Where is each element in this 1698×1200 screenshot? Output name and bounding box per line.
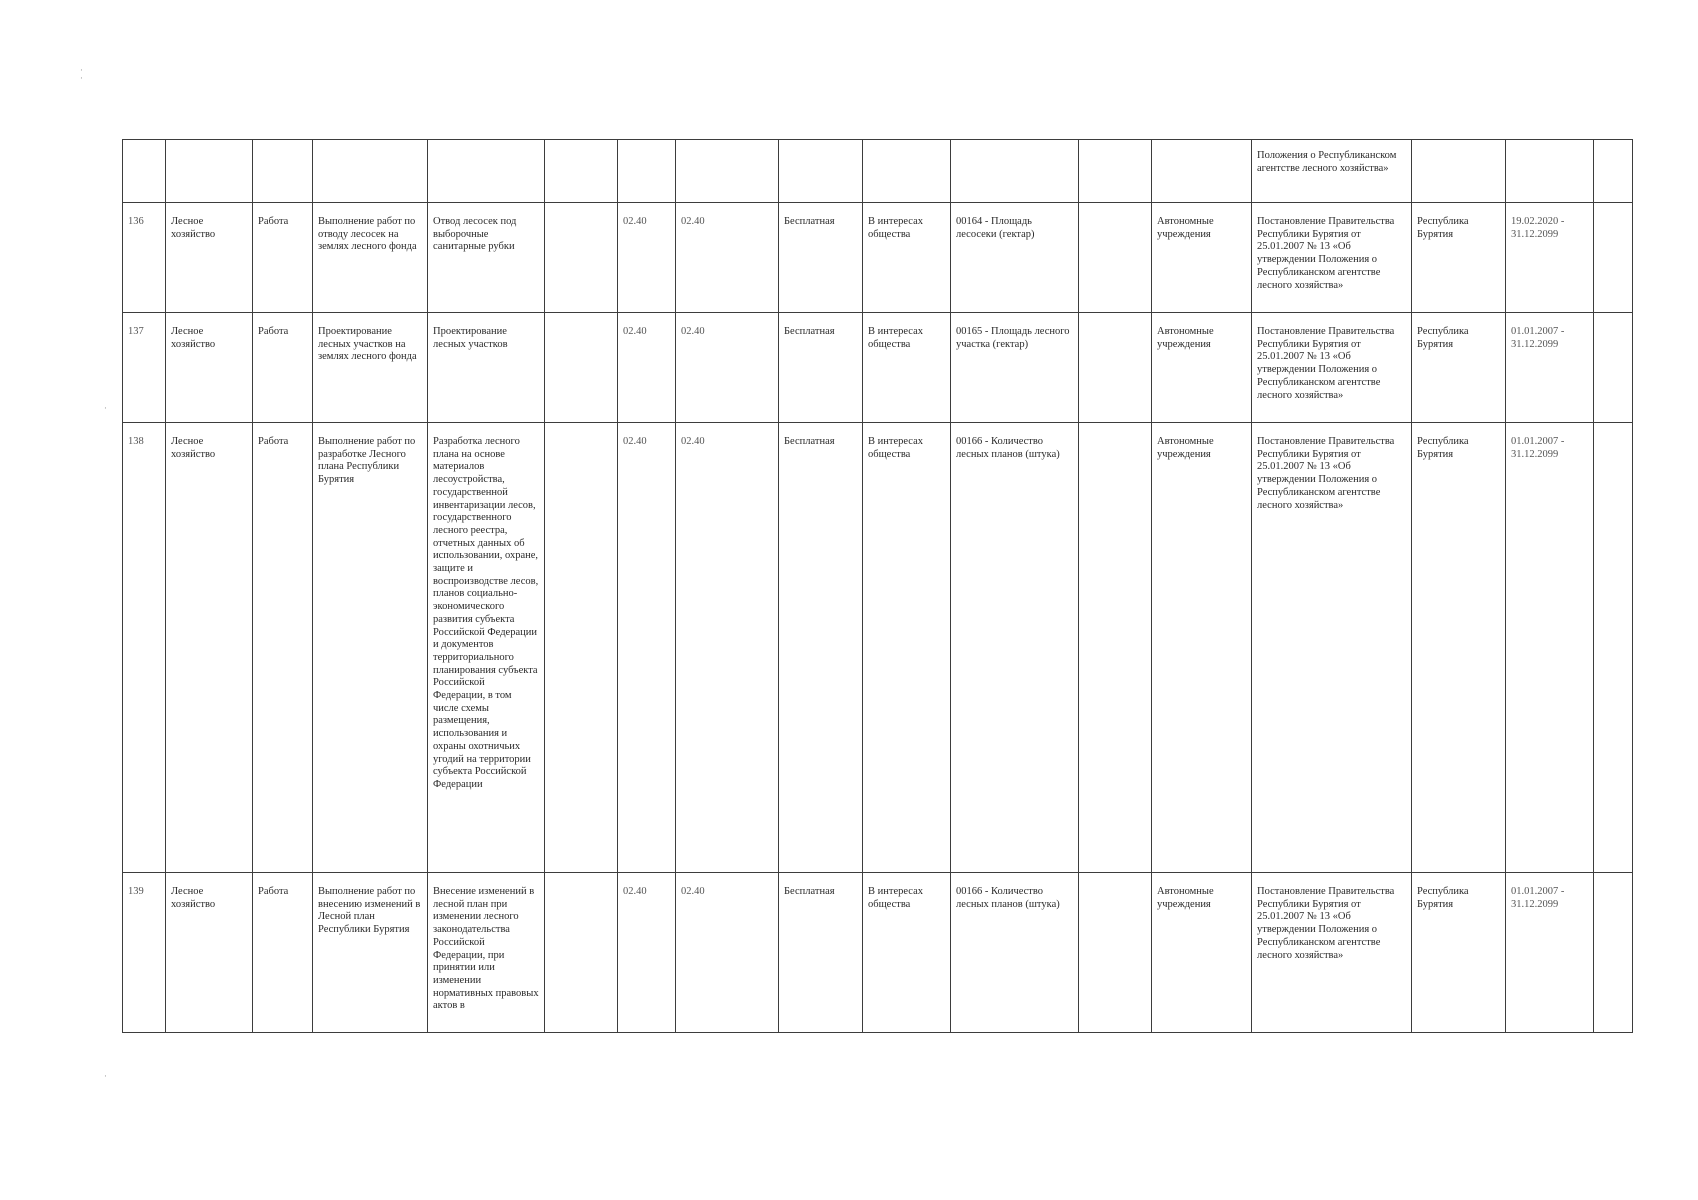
- cell-period: 19.02.2020 - 31.12.2099: [1506, 203, 1594, 313]
- cell-type: Работа: [253, 203, 313, 313]
- cell-name: Выполнение работ по внесению изменений в Лесной план Республики Бурятия: [313, 873, 428, 1033]
- cell-interest: В интересах общества: [863, 873, 951, 1033]
- cell-payment: Бесплатная: [779, 313, 863, 423]
- cell-blank1: [545, 140, 618, 203]
- cell-blank3: [1594, 313, 1633, 423]
- cell-name: [313, 140, 428, 203]
- cell-region: Республика Бурятия: [1412, 423, 1506, 873]
- cell-period: 01.01.2007 - 31.12.2099: [1506, 873, 1594, 1033]
- cell-code2: 02.40: [676, 313, 779, 423]
- cell-period: [1506, 140, 1594, 203]
- cell-type: [253, 140, 313, 203]
- cell-code1: 02.40: [618, 203, 676, 313]
- table-row: [123, 140, 1633, 203]
- table-row: [123, 203, 1633, 313]
- cell-indicator: 00166 - Количество лесных планов (штука): [951, 423, 1079, 873]
- cell-payment: Бесплатная: [779, 203, 863, 313]
- cell-name: Проектирование лесных участков на землях лесного фонда: [313, 313, 428, 423]
- cell-indicator: 00166 - Количество лесных планов (штука): [951, 873, 1079, 1033]
- cell-region: Республика Бурятия: [1412, 873, 1506, 1033]
- cell-type: Работа: [253, 313, 313, 423]
- cell-blank2: [1079, 203, 1152, 313]
- cell-code1: 02.40: [618, 313, 676, 423]
- cell-num: [123, 140, 166, 203]
- cell-region: Республика Бурятия: [1412, 313, 1506, 423]
- cell-blank2: [1079, 313, 1152, 423]
- cell-indicator: 00165 - Площадь лесного участка (гектар): [951, 313, 1079, 423]
- cell-num: 136: [123, 203, 166, 313]
- cell-type: Работа: [253, 423, 313, 873]
- cell-code2: [676, 140, 779, 203]
- cell-basis: Постановление Правительства Республики Бурятия от 25.01.2007 № 13 «Об утверждении Положения о Республиканском агентстве лесного хозяйства»: [1252, 203, 1412, 313]
- cell-region: Республика Бурятия: [1412, 203, 1506, 313]
- cell-name: Выполнение работ по разработке Лесного плана Республики Бурятия: [313, 423, 428, 873]
- cell-basis: Постановление Правительства Республики Бурятия от 25.01.2007 № 13 «Об утверждении Положения о Республиканском агентстве лесного хозяйства»: [1252, 313, 1412, 423]
- cell-period: 01.01.2007 - 31.12.2099: [1506, 313, 1594, 423]
- cell-type: Работа: [253, 873, 313, 1033]
- cell-num: 137: [123, 313, 166, 423]
- cell-blank1: [545, 313, 618, 423]
- cell-payment: Бесплатная: [779, 873, 863, 1033]
- cell-indicator: 00164 - Площадь лесосеки (гектар): [951, 203, 1079, 313]
- table-row: [123, 313, 1633, 423]
- cell-interest: В интересах общества: [863, 313, 951, 423]
- cell-interest: В интересах общества: [863, 423, 951, 873]
- cell-interest: В интересах общества: [863, 203, 951, 313]
- cell-sphere: Лесное хозяйство: [166, 313, 253, 423]
- cell-basis: Положения о Республиканском агентстве лесного хозяйства»: [1252, 140, 1412, 203]
- cell-institution: Автономные учреждения: [1152, 203, 1252, 313]
- cell-num: 139: [123, 873, 166, 1033]
- cell-institution: Автономные учреждения: [1152, 313, 1252, 423]
- cell-content: Внесение изменений в лесной план при изменении лесного законодательства Российской Федерации, при принятии или изменении нормативных правовых актов в: [428, 873, 545, 1033]
- cell-blank1: [545, 873, 618, 1033]
- cell-code2: 02.40: [676, 873, 779, 1033]
- cell-code2: 02.40: [676, 203, 779, 313]
- cell-blank1: [545, 203, 618, 313]
- cell-indicator: [951, 140, 1079, 203]
- cell-code1: [618, 140, 676, 203]
- cell-content: Разработка лесного плана на основе материалов лесоустройства, государственной инвентаризации лесов, государственного лесного реестра, отчетных данных об использовании, охране, защите и воспроизводстве лесов, планов социально-экономического развития субъекта Российской Федерации и документов территориального планирования субъекта Российской Федерации, в том числе схемы размещения, использования и охраны охотничьих угодий на территории субъекта Российской Федерации: [428, 423, 545, 873]
- cell-content: Отвод лесосек под выборочные санитарные рубки: [428, 203, 545, 313]
- cell-content: Проектирование лесных участков: [428, 313, 545, 423]
- cell-blank3: [1594, 140, 1633, 203]
- cell-institution: Автономные учреждения: [1152, 423, 1252, 873]
- cell-name: Выполнение работ по отводу лесосек на землях лесного фонда: [313, 203, 428, 313]
- cell-blank3: [1594, 873, 1633, 1033]
- cell-blank2: [1079, 873, 1152, 1033]
- cell-period: 01.01.2007 - 31.12.2099: [1506, 423, 1594, 873]
- cell-payment: Бесплатная: [779, 423, 863, 873]
- cell-num: 138: [123, 423, 166, 873]
- cell-blank3: [1594, 423, 1633, 873]
- cell-blank3: [1594, 203, 1633, 313]
- cell-sphere: Лесное хозяйство: [166, 203, 253, 313]
- cell-code2: 02.40: [676, 423, 779, 873]
- document-page: · · · · Положения о Республиканском агентстве лесного хозяйства» 136 Лесное хозяйство Работа Выполнение работ по отводу лесосек на землях лесного фонда Отвод лесосек под выборочные санитарные рубки 02.40 02.40 Бесплатная В интересах общества 00164 - Площадь лесосеки (гектар) Автономные учреждения Постановление Правительства Республики Бурятия от 25.01.2007 № 13 «Об утверждении Положения о Республиканском агентстве лесного хозяйства» Республика Бурятия 19.02.2020 - 31.12.2099 137 Лесное хозяйство Работа Проектирование лесных участков на землях лесного фонда Проектирование лесных участков 02.40 02.40 Бесплатная В интересах общества 00165 - Площадь лесного участка (гектар) Автономные учреждения Постановление Правительства Республики Бурятия от 25.01.2007 № 13 «Об утверждении Положения о Республиканском агентстве лесного хозяйства» Республика Бурятия 01.01.2007 - 31.12.2099 138 Лесное хозяйство Работа Выполнение работ по разработке Лесного плана Республики Бурятия Разработка лесного плана на основе материалов лесоустройства, государственной инвентаризации лесов, государственного лесного реестра, отчетных данных об использовании, охране, защите и воспроизводстве лесов, планов социально-экономического развития субъекта Российской Федерации и документов территориального планирования субъекта Российской Федерации, в том числе схемы размещения, использования и охраны охотничьих угодий на территории субъекта Российской Федерации 02.40 02.40 Бесплатная В интересах общества 00166 - Количество лесных планов (штука) Автономные учреждения Постановление Правительства Республики Бурятия от 25.01.2007 № 13 «Об утверждении Положения о Республиканском агентстве лесного хозяйства» Республика Бурятия 01.01.2007 - 31.12.2099 139 Лесное хозяйство Работа Выполнение работ по внесению изменений в Лесной план Республики Бурятия Внесение изменений в лесной план при изменении лесного законодательства Российской Федерации, при принятии или изменении нормативных правовых актов в 02.40 02.40 Бесплатная В интересах общества 00166 - Количество лесных планов (штука) Автономные учреждения Постановление Правительства Республики Бурятия от 25.01.2007 № 13 «Об утверждении Положения о Республиканском агентстве лесного хозяйства» Республика Бурятия 01.01.2007 - 31.12.2099: [0, 0, 1698, 1200]
- cell-basis: Постановление Правительства Республики Бурятия от 25.01.2007 № 13 «Об утверждении Положения о Республиканском агентстве лесного хозяйства»: [1252, 873, 1412, 1033]
- cell-sphere: Лесное хозяйство: [166, 873, 253, 1033]
- cell-code1: 02.40: [618, 423, 676, 873]
- cell-sphere: [166, 140, 253, 203]
- cell-region: [1412, 140, 1506, 203]
- cell-payment: [779, 140, 863, 203]
- table-row: [123, 423, 1633, 873]
- table-row: [123, 873, 1633, 1033]
- cell-basis: Постановление Правительства Республики Бурятия от 25.01.2007 № 13 «Об утверждении Положения о Республиканском агентстве лесного хозяйства»: [1252, 423, 1412, 873]
- cell-sphere: Лесное хозяйство: [166, 423, 253, 873]
- cell-content: [428, 140, 545, 203]
- cell-institution: Автономные учреждения: [1152, 873, 1252, 1033]
- cell-blank1: [545, 423, 618, 873]
- cell-blank2: [1079, 140, 1152, 203]
- registry-table: [122, 139, 1633, 1033]
- cell-institution: [1152, 140, 1252, 203]
- cell-interest: [863, 140, 951, 203]
- cell-code1: 02.40: [618, 873, 676, 1033]
- cell-blank2: [1079, 423, 1152, 873]
